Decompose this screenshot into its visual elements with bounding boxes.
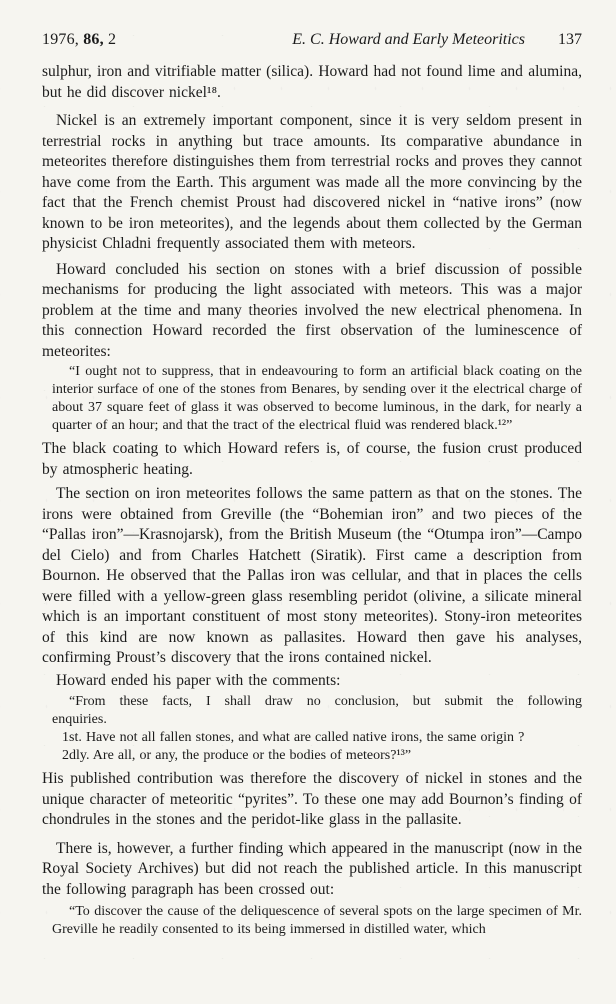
blockquote-enquiries-line1: “From these facts, I shall draw no conclusion, but submit the following xyxy=(69,694,582,709)
citation xyxy=(42,29,116,50)
paragraph-continuation-1: sulphur, iron and vitrifiable matter (silica). Howard had not found lime and alumina, but he did discover nickel¹⁸. xyxy=(42,63,582,101)
paragraph-comments-lead: Howard ended his paper with the comments: xyxy=(56,671,341,689)
running-title: E. C. Howard and Early Meteoritics xyxy=(292,31,525,48)
blockquote-enquiries-line2: enquiries. xyxy=(52,712,107,727)
paragraph-manuscript: There is, however, a further finding which appeared in the manuscript (now in the Royal Society Archives) but did not reach the published article. In this manuscript the following paragraph has been crossed out: xyxy=(42,839,582,898)
blockquote-deliquescence: “To discover the cause of the deliquescence of several spots on the large specimen of Mr. Greville he readily consented to its being immersed in distilled water, which xyxy=(52,904,582,937)
paragraph-fusion-crust: The black coating to which Howard refers is, of course, the fusion crust produced by atmospheric heating. xyxy=(42,440,582,478)
paragraph-luminescence: Howard concluded his section on stones with a brief discussion of possible mechanisms for producing the light associated with meteors. This was a major problem at the time and many theories involved the new electrical phenomena. In this connection Howard recorded the first observation of the luminescence of meteorites: xyxy=(42,260,582,360)
citation-volume: 86, xyxy=(83,31,104,48)
blockquote-enquiry-1st: 1st. Have not all fallen stones, and what are called native irons, the same origin ? xyxy=(62,730,525,745)
paragraph-nickel: Nickel is an extremely important component, since it is very seldom present in terrestrial rocks in anything but trace amounts. Its comparative abundance in meteorites therefore distinguishes them from terrestrial rocks and proves they cannot have come from the Earth. This argument was made all the more convincing by the fact that the French chemist Proust had discovered nickel in “native irons” (now known to be iron meteorites), and the legends about them collected by the German physicist Chladni frequently associated them with meteors. xyxy=(42,112,582,252)
page-number: 137 xyxy=(558,31,582,48)
paragraph-iron-meteorites: The section on iron meteorites follows the same pattern as that on the stones. The irons were obtained from Greville (the “Bohemian iron” and two pieces of the “Pallas iron”—Krasnojarsk), from the British Museum (the “Otumpa iron”—Campo del Cielo) and from Charles Hatchett (Siratik). First came a description from Bournon. He observed that the Pallas iron was cellular, and that in places the cells were filled with a yellow-green glass resembling peridot (olivine, a silicate mineral which is an important constituent of most stony meteorites). Stony-iron meteorites of this kind are now known as pallasites. Howard then gave his analyses, confirming Proust’s discovery that the irons contained nickel. xyxy=(42,485,582,666)
running-head xyxy=(42,29,582,50)
blockquote-enquiry-2dly: 2dly. Are all, or any, the produce or the bodies of meteors?¹³” xyxy=(62,748,412,763)
paragraph-published-contribution: His published contribution was therefore the discovery of nickel in stones and the unique character of meteoritic “pyrites”. To these one may add Bournon’s finding of chondrules in the stones and the peridot-like glass in the pallasite. xyxy=(42,770,582,828)
citation-issue: 2 xyxy=(108,31,117,48)
blockquote-benares: “I ought not to suppress, that in endeavouring to form an artificial black coating on the interior surface of one of the stones from Benares, by sending over it the electrical charge of about 37 square feet of glass it was observed to become luminous, in the dark, for nearly a quarter of an hour; and that the tract of the electrical fluid was rendered black.¹²” xyxy=(52,364,582,433)
citation-year: 1976, xyxy=(42,31,79,48)
